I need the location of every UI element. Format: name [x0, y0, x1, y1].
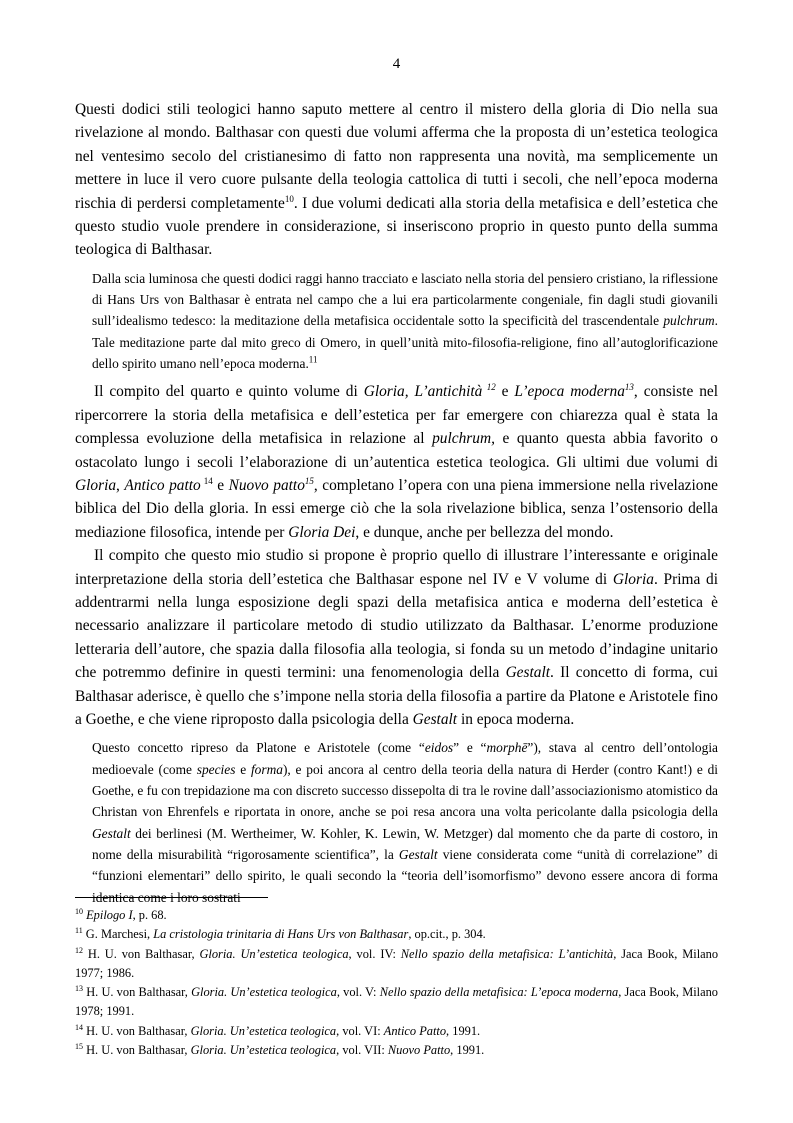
text: , vol. VI: — [336, 1023, 384, 1038]
italic-text: Nuovo Patto — [387, 1043, 451, 1058]
footnote-ref-10: 10 — [284, 193, 294, 204]
text: ), e poi ancora al centro della teoria della natura di Herder (contro Kant!) e di Goethe, e fu con trepidazione ma con discreto successo dissepolta di tra le rovine dall’associazionismo atomistico da Christan von Ehrenfels e riportata in onore, anche se poi resa ancora una volta pericolante dalla psicologia della — [92, 761, 718, 820]
block-quote-1 — [92, 268, 718, 374]
text: , 1991. — [446, 1023, 481, 1038]
footnote-ref-12 — [482, 382, 495, 392]
footnote-number: 12 — [75, 945, 83, 955]
italic-text: Gloria — [75, 476, 117, 494]
text: Il compito che questo mio studio si propone è proprio quello di illustrare l’interessante e originale interpretazione della storia dell’estetica che Balthasar espone nel IV e V volume di — [75, 547, 718, 588]
italic-text: La cristologia trinitaria di Hans Urs von Balthasar — [153, 927, 409, 942]
text: . I due volumi dedicati alla storia della metafisica e dell’estetica che questo studio vuole prendere in considerazione, si inseriscono proprio in questo punto della summa teologica di Balthasar. — [75, 194, 718, 259]
footnote-number: 14 — [75, 1022, 83, 1032]
footnote-ref-11: 11 — [308, 354, 318, 365]
footnote-12 — [75, 945, 718, 984]
text: , e dunque, anche per bellezza del mondo. — [355, 523, 614, 541]
italic-text: Gestalt — [412, 711, 458, 729]
italic-text: Nello spazio della metafisica: L’antichità — [400, 946, 614, 961]
footnote-13 — [75, 983, 718, 1022]
page-number: 4 — [392, 56, 401, 72]
footnote-11 — [75, 925, 718, 944]
paragraph-1 — [75, 98, 718, 262]
text: e — [212, 476, 229, 494]
text: G. Marchesi, — [82, 927, 154, 942]
footnote-number: 15 — [304, 475, 314, 486]
footnote-number: 11 — [75, 926, 83, 936]
italic-text: species — [196, 761, 236, 777]
italic-text: Gloria. Un’estetica teologica — [191, 985, 337, 1000]
italic-text: Epilogo I — [86, 908, 133, 922]
italic-text: Nello spazio della metafisica: L’epoca moderna — [379, 985, 619, 1000]
italic-text: Gestalt — [398, 846, 438, 862]
text: e — [495, 383, 515, 401]
italic-text: Antico patto — [124, 476, 201, 494]
footnote-number: 10 — [75, 906, 83, 916]
italic-text: pulchrum, — [432, 430, 495, 448]
paragraph-3 — [75, 544, 718, 731]
italic-text: Nuovo patto — [228, 476, 305, 494]
text: , completano l’opera con una piena immersione nella rivelazione biblica del Dio della gloria. In essi emerge ciò che la sola rivelazione biblica, senza l’ostensorio della mediazione filosofica, intende per — [75, 476, 718, 541]
footnote-number: 13 — [75, 984, 83, 994]
text: e quanto questa abbia favorito o ostacolato lungo i secoli l’elaborazione di un’autentica estetica teologica. Gli ultimi due volumi di — [75, 430, 719, 471]
text: , vol. V: — [336, 985, 380, 1000]
paragraph-2 — [75, 380, 718, 544]
text: , Jaca Book, Milano 1977; 1986. — [75, 946, 719, 980]
text: , Jaca Book, Milano 1978; 1991. — [75, 985, 719, 1019]
italic-text: eidos — [424, 740, 454, 756]
text: H. U. von Balthasar, — [83, 946, 200, 961]
footnote-number: 15 — [75, 1041, 83, 1051]
block-quote-2 — [92, 737, 718, 907]
footnotes — [75, 906, 718, 1060]
footnote-ref-13 — [625, 382, 634, 392]
italic-text: pulchrum — [663, 313, 715, 329]
footnote-number: 13 — [624, 382, 634, 393]
text: . Prima di addentrarmi nella lunga esposizione degli spazi della metafisica antica e moderna dell’estetica è necessario analizzare il particolare metodo di studio utilizzato da Balthasar. L’enorme produzione letteraria dell’autore, che spazia dalla filosofia alla teologia, si fonda su un metodo d’indagine unitario che potremmo definire in questi termini: una fenomenologia della — [75, 570, 719, 682]
text: , op.cit., p. 304. — [408, 927, 486, 942]
italic-text: Gloria — [612, 570, 654, 588]
footnote-14 — [75, 1022, 718, 1041]
text: , consiste nel ripercorrere la storia della metafisica e dell’estetica per far emergere con chiarezza qual è stata la complessa evoluzione della metafisica in relazione al — [75, 383, 719, 448]
text: ”), stava al centro dell’ontologia medioevale (come — [92, 740, 718, 777]
italic-text: Gloria. Un’estetica teologica — [190, 1043, 337, 1058]
footnote-number: 12 — [482, 382, 496, 393]
italic-text: Gloria. Un’estetica teologica — [190, 1023, 337, 1038]
text: H. U. von Balthasar, — [83, 985, 192, 1000]
main-text — [75, 98, 718, 914]
italic-text: Antico Patto — [383, 1023, 447, 1038]
text: H. U. von Balthasar, — [83, 1023, 191, 1038]
italic-text: Gloria, L’antichità — [363, 383, 483, 401]
footnote-divider — [75, 897, 268, 898]
text: . Il concetto di forma, cui Balthasar aderisce, è quello che s’impone nella storia della filosofia a partire da Platone e Aristotele fino a Goethe, e che viene riproposto dalla psicologia della — [75, 664, 718, 729]
italic-text: Gestalt — [505, 664, 551, 682]
text: . Tale meditazione parte dal mito greco di Omero, in quell’unità mito-filosofia-religione, fino all’autoglorificazione dello spirito umano nell’epoca moderna. — [92, 313, 718, 372]
text: in epoca moderna. — [457, 711, 575, 729]
text: Questi dodici stili teologici hanno saputo mettere al centro il mistero della gloria di Dio nella sua rivelazione al mondo. Balthasar con questi due volumi afferma che la proposta di un’estetica teologica nel ventesimo secolo del cristianesimo di fatto non rappresenta una novità, ma semplicemente un mettere in luce il vero cuore pulsante della teologia cattolica di tutti i secoli, che nell’epoca moderna rischia di perdersi completamente — [75, 101, 718, 212]
text: Questo concetto ripreso da Platone e Aristotele (come “ — [92, 740, 425, 756]
text: , — [116, 476, 125, 494]
text: , 1991. — [450, 1043, 485, 1058]
text: Il compito del quarto e quinto volume di — [94, 383, 364, 401]
text: Dalla scia luminosa che questi dodici raggi hanno tracciato e lasciato nella storia del pensiero cristiano, la riflessione di Hans Urs von Balthasar è entrata nel campo che a lui era particolarmente congeniale, fin dagli studi giovanili sull’idealismo tedesco: la meditazione della metafisica occidentale sotto la specificità del trascendentale — [92, 270, 718, 329]
footnote-ref-14: 14 — [200, 475, 213, 486]
text: ” e “ — [453, 740, 487, 756]
text: , vol. VII: — [336, 1043, 388, 1058]
italic-text: Gloria. Un’estetica teologica — [199, 946, 349, 961]
footnote-10 — [75, 906, 718, 925]
italic-text: L’epoca moderna — [514, 383, 625, 401]
text: viene considerata come “unità di correlazione” di “funzioni elementari” dello spirito, le quali secondo la “teoria dell’isomorfismo” devono essere ancora di forma identica come i loro sostrati — [92, 846, 718, 905]
italic-text: morphē — [486, 740, 528, 756]
text: H. U. von Balthasar, — [83, 1043, 191, 1058]
text: e — [235, 761, 251, 777]
text: , vol. IV: — [348, 946, 401, 961]
italic-text: Gestalt — [92, 825, 131, 841]
text: , p. 68. — [132, 908, 167, 922]
text: dei berlinesi (M. Wertheimer, W. Kohler, K. Lewin, W. Metzger) dal momento che da parte di costoro, in nome della misurabilità “rigorosamente scientifica”, la — [92, 825, 718, 862]
footnote-ref-15 — [305, 476, 314, 486]
footnote-15 — [75, 1041, 718, 1060]
italic-text: Gloria Dei — [288, 523, 356, 541]
italic-text: forma — [250, 761, 283, 777]
